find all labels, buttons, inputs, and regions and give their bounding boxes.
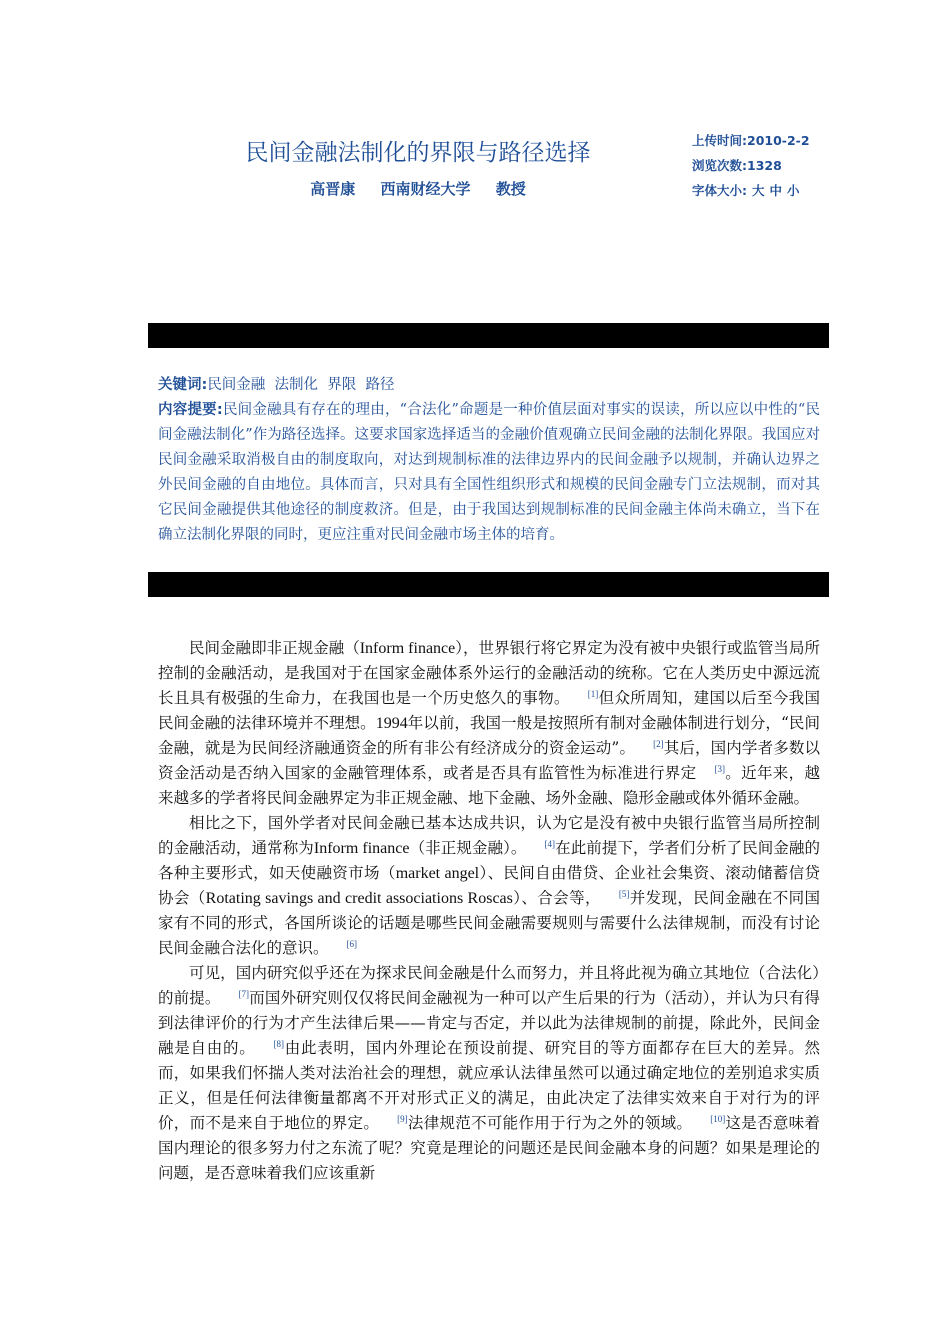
text-run: market angel — [395, 865, 480, 882]
footnote-link[interactable]: [7] — [238, 988, 250, 999]
article-body — [158, 636, 820, 1186]
font-size-control — [692, 178, 842, 203]
summary-label: 内容提要: — [158, 402, 223, 418]
text-run: 这是否意味着国内理论的很多努力付之东流了呢？究竟是理论的问题还是民间金融本身的问题？如果是理论的问题，是否意味着我们应该重新 — [158, 1114, 820, 1182]
divider-bar-bottom — [148, 572, 829, 597]
text-run: Inform finance — [313, 840, 410, 857]
text-run: 民间金融即非正规金融（ — [189, 639, 360, 657]
text-run: 可见，国内研究似乎还在为探求民间金融是什么而努力，并且将此视为确立其地位（合法化）的前提。 — [158, 964, 820, 1007]
font-size-label: 字体大小: — [692, 183, 747, 198]
summary-text: 民间金融具有存在的理由，“合法化”命题是一种价值层面对事实的误读，所以应以中性的“民间金融法制化”作为路径选择。这要求国家选择适当的金融价值观确立民间金融的法制化界限。我国应对民间金融采取消极自由的制度取向，对达到规制标准的法律边界内的民间金融予以规制，并确认边界之外民间金融的自由地位。具体而言，只对具有全国性组织形式和规模的民间金融专门立法规制，而对其它民间金融提供其他途径的制度救济。但是，由于我国达到规制标准的民间金融主体尚未确立，当下在确立法制化界限的同时，更应注重对民间金融市场主体的培育。 — [158, 402, 820, 543]
text-run: 其后，国内学者多数以资金活动是否纳入国家的金融管理体系，或者是否具有监管性为标准进行界定 — [158, 739, 820, 782]
text-run: 并发现，民间金融在不同国家有不同的形式，各国所谈论的话题是哪些民间金融需要规则与需要什么法律规制，而没有讨论民间金融合法化的意识。 — [158, 889, 820, 957]
keywords-line — [158, 373, 820, 398]
text-run: ）、合会等， — [512, 889, 601, 907]
footnote-link[interactable]: [5] — [618, 888, 630, 899]
text-run: Rotating savings and credit associations Roscas — [205, 890, 513, 907]
footnote-link[interactable]: [2] — [653, 738, 664, 749]
text-run: ）、民间自由借贷、企业社会集资、滚动储蓄信贷协会（ — [158, 864, 820, 907]
views-value: 1328 — [747, 158, 782, 173]
keywords-label: 关键词: — [158, 377, 208, 393]
text-run: 但众所周知，建国以后至今我国民间金融的法律环境并不理想。 — [158, 689, 820, 732]
footnote-link[interactable]: [9] — [397, 1113, 408, 1124]
divider-bar-top — [148, 323, 829, 348]
footnote-link[interactable]: [4] — [544, 838, 556, 849]
text-run: 。近年来，越来越多的学者将民间金融界定为非正规金融、地下金融、场外金融、隐形金融或体外循环金融。 — [158, 764, 820, 807]
text-run: 由此表明，国内外理论在预设前提、研究目的等方面都存在巨大的差异。然而，如果我们怀揣人类对法治社会的理想，就应承认法律虽然可以通过确定地位的差别追求实质正义，但是任何法律衡量都离不开对形式正义的满足，由此决定了法律实效来自于对行为的评价，而不是来自于地位的界定。 — [158, 1039, 820, 1132]
font-size-large-button[interactable]: 大 — [752, 183, 765, 198]
footnote-link[interactable]: [8] — [273, 1038, 284, 1049]
footnote-link[interactable]: [10] — [710, 1113, 726, 1124]
article-title: 民间金融法制化的界限与路径选择 — [245, 140, 591, 166]
text-run: 1994 — [375, 715, 408, 732]
font-size-medium-button[interactable]: 中 — [769, 183, 783, 198]
text-run: 法律规范不可能作用于行为之外的领域。 — [407, 1114, 693, 1132]
views-label: 浏览次数: — [692, 158, 747, 173]
upload-label: 上传时间: — [692, 133, 747, 148]
text-run: 而国外研究则仅仅将民间金融视为一种可以产生后果的行为（活动），并认为只有得到法律评价的行为才产生法律后果——肯定与否定，并以此为法律规制的前提，除此外，民间金融是自由的。 — [158, 989, 820, 1057]
summary-block — [158, 398, 820, 548]
paragraph-3 — [158, 961, 820, 1186]
paragraph-2 — [158, 811, 820, 961]
footnote-link[interactable]: [1] — [587, 688, 599, 699]
font-size-small-button[interactable]: 小 — [787, 183, 800, 198]
author-name: 高晋康 — [310, 180, 356, 198]
author-affiliation: 西南财经大学 — [380, 180, 471, 198]
text-run: Inform finance — [359, 640, 456, 657]
abstract-section — [158, 373, 820, 548]
text-run: 在此前提下，学者们分析了民间金融的各种主要形式，如天使融资市场（ — [158, 839, 820, 882]
footnote-link[interactable]: [6] — [346, 938, 358, 949]
paragraph-1 — [158, 636, 820, 811]
author-position: 教授 — [495, 180, 526, 198]
text-run: 年以前，我国一般是按照所有制对金融体制进行划分，“民间金融，就是为民间经济融通资金的所有非公有经济成分的资金运动”。 — [158, 714, 820, 757]
author-line — [160, 178, 676, 199]
footnote-link[interactable]: [3] — [714, 763, 725, 774]
text-run: ），世界银行将它界定为没有被中央银行或监管当局所控制的金融活动，是我国对于在国家金融体系外运行的金融活动的统称。它在人类历史中源远流长且具有极强的生命力，在我国也是一个历史悠久的事物。 — [158, 639, 820, 707]
keywords-text: 民间金融 法制化 界限 路径 — [207, 377, 395, 393]
upload-time — [692, 128, 842, 153]
article-meta — [692, 128, 842, 203]
view-count — [692, 153, 842, 178]
text-run: （非正规金融）。 — [409, 839, 527, 857]
upload-date: 2010-2-2 — [747, 133, 810, 148]
text-run: 相比之下，国外学者对民间金融已基本达成共识，认为它是没有被中央银行监管当局所控制的金融活动，通常称为 — [158, 814, 820, 857]
